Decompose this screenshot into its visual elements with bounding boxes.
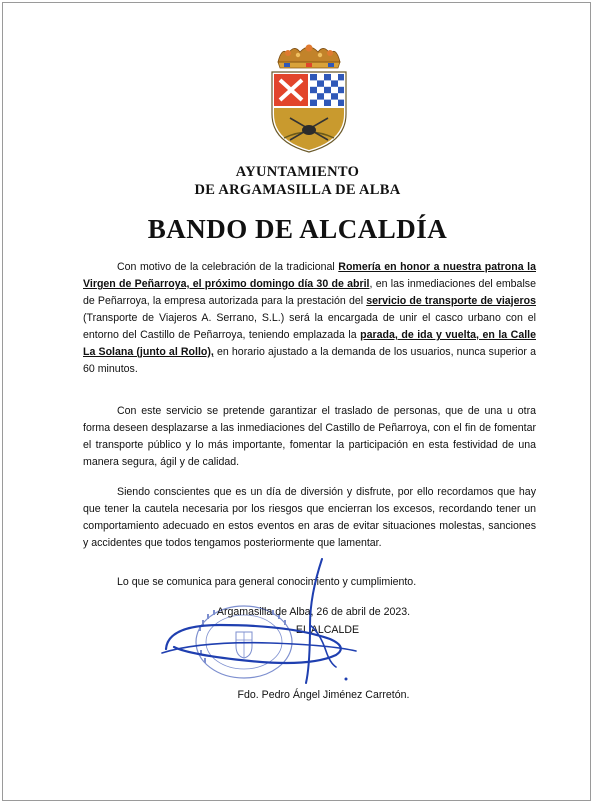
paragraph-caution: Siendo conscientes que es un día de diversión y disfrute, por ello recordamos que hay que tener la cautela necesaria por los riesgos que encierran los excesos, recordando tener un comportamiento adecuado en estos eventos en aras de evitar situaciones molestas, sanciones y accidentes que todos tengamos posteriormente que lamentar.: [83, 486, 536, 549]
signature-role: EL ALCALDE: [295, 624, 360, 636]
paragraph-closing: Lo que se comunica para general conocimiento y cumplimiento.: [117, 576, 417, 588]
document-title: BANDO DE ALCALDÍA: [147, 214, 448, 244]
paragraph-announcement: Con motivo de la celebración de la tradicional Romería en honor a nuestra patrona la Virgen de Peñarroya, el próximo domingo día 30 de abril, en las inmediaciones del embalse de Peñarroya, la empresa autorizada para la prestación del servicio de transporte de viajeros (Transporte de Viajeros A. Serrano, S.L.) será la encargada de unir el casco urbano con el entorno del Castillo de Peñarroya, teniendo emplazada la parada, de ida y vuelta, en la Calle La Solana (junto al Rollo), en horario ajustado a la demanda de los usuarios, nunca superior a 60 minutos.: [83, 261, 536, 375]
emphasis-romeria: Romería en honor a nuestra patrona la Virgen de Peñarroya, el próximo domingo día 30 de abril: [83, 261, 536, 290]
emphasis-bus-stop: parada, de ida y vuelta, en la Calle La Solana (junto al Rollo),: [83, 329, 536, 358]
paragraph-purpose: Con este servicio se pretende garantizar el traslado de personas, que de una u otra forma deseen desplazarse a las inmediaciones del Castillo de Peñarroya, con el fin de fomentar el transporte público y lo más importante, fomentar la participación en esta festividad de una manera segura, ágil y de calidad.: [83, 405, 536, 468]
header-ayuntamiento: AYUNTAMIENTO: [235, 164, 360, 180]
handwritten-signature-icon: [160, 555, 360, 687]
emphasis-transport-service: servicio de transporte de viajeros: [366, 295, 536, 307]
header-municipality: DE ARGAMASILLA DE ALBA: [194, 182, 401, 198]
signatory-name: Fdo. Pedro Ángel Jiménez Carretón.: [237, 689, 410, 701]
coat-of-arms-icon: [266, 42, 352, 154]
signature-date: Argamasilla de Alba, 26 de abril de 2023.: [216, 606, 411, 618]
